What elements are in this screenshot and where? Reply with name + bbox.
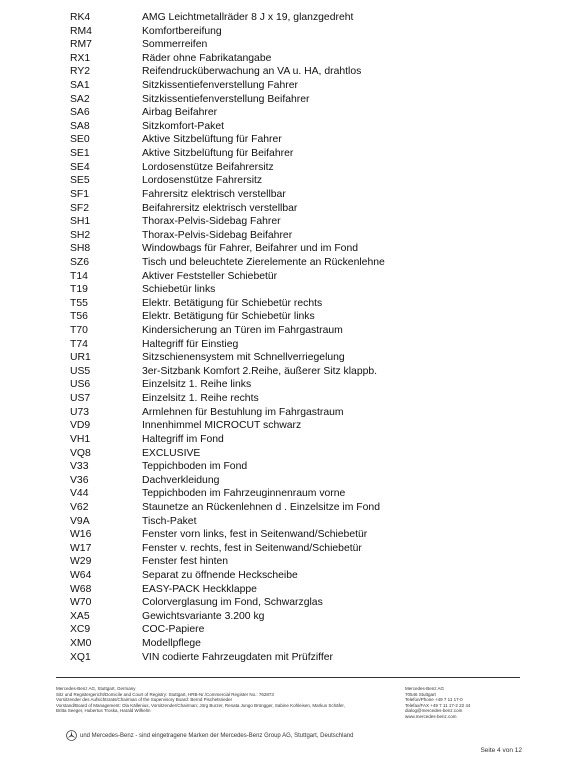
- option-code: SA8: [70, 120, 90, 132]
- option-row: [70, 215, 540, 229]
- option-description: Fenster vorn links, fest in Seitenwand/Schiebetür: [142, 529, 368, 541]
- option-description: Sitzschienensystem mit Schnellverriegelung: [142, 352, 345, 364]
- option-description: Sommerreifen: [142, 39, 208, 51]
- option-code: XQ1: [70, 651, 91, 663]
- option-description: Haltegriff im Fond: [142, 433, 224, 445]
- option-row: [70, 596, 540, 610]
- option-row: [70, 283, 540, 297]
- footer-email-link[interactable]: dialog@mercedes-benz.com: [405, 708, 463, 714]
- option-row: [70, 11, 540, 25]
- option-code: V44: [70, 488, 89, 500]
- option-description: Thorax-Pelvis-Sidebag Fahrer: [142, 216, 281, 228]
- option-row: [70, 52, 540, 66]
- option-code: SE0: [70, 134, 90, 146]
- option-code: V62: [70, 501, 89, 513]
- option-row: [70, 610, 540, 624]
- option-code: US7: [70, 393, 91, 405]
- option-description: Einzelsitz 1. Reihe rechts: [142, 393, 259, 405]
- option-code: US5: [70, 365, 91, 377]
- option-row: [70, 161, 540, 175]
- option-description: Colorverglasung im Fond, Schwarzglas: [142, 597, 323, 609]
- trademark-notice: [66, 730, 353, 741]
- option-description: Fenster v. rechts, fest in Seitenwand/Schiebetür: [142, 542, 362, 554]
- option-description: Elektr. Betätigung für Schiebetür links: [142, 311, 315, 323]
- option-row: [70, 569, 540, 583]
- option-code: RM4: [70, 25, 92, 37]
- option-row: [70, 406, 540, 420]
- option-description: Einzelsitz 1. Reihe links: [142, 379, 252, 391]
- footer-line: Britta Seeger, Hubertus Troska, Harald Wilhelm: [56, 708, 151, 714]
- option-code: SH2: [70, 229, 91, 241]
- option-row: [70, 270, 540, 284]
- option-code: SF1: [70, 188, 90, 200]
- footer-website-link[interactable]: www.mercedes-benz.com: [405, 713, 457, 719]
- option-code: SA6: [70, 107, 90, 119]
- footer-line: Sitz und Registergericht/Domicile and Court of Registry: Stuttgart, HRB-Nr./Commercial Register No.: 762873: [56, 691, 274, 697]
- footer-line: Telefax/FAX +49 7 11 17-2 22 44: [405, 702, 471, 708]
- option-description: Fahrersitz elektrisch verstellbar: [142, 188, 286, 200]
- option-description: Aktive Sitzbelüftung für Fahrer: [142, 134, 282, 146]
- footer-line: Vorstand/Board of Management: Ola Källenius, Vorsitzender/Chairman; Jörg Burzer, Renata Jungo Brüngger, Sabine Kohleisen, Markus Schäfer,: [56, 702, 345, 708]
- option-description: EASY-PACK Heckklappe: [142, 583, 257, 595]
- option-row: [70, 147, 540, 161]
- option-row: [70, 242, 540, 256]
- footer-line: Vorsitzender des Aufsichtsrats/Chairman of the Supervisory Board: Bernd Pischetsrieder: [56, 697, 233, 703]
- option-description: Schiebetür links: [142, 284, 216, 296]
- option-code: SE4: [70, 161, 90, 173]
- option-row: [70, 365, 540, 379]
- option-code: SH8: [70, 243, 91, 255]
- option-code: SE1: [70, 148, 90, 160]
- option-code: US6: [70, 379, 91, 391]
- option-description: Separat zu öffnende Heckscheibe: [142, 569, 298, 581]
- option-description: Sitzkomfort-Paket: [142, 120, 224, 132]
- option-code: V36: [70, 474, 89, 486]
- option-row: [70, 106, 540, 120]
- option-code-list: [70, 11, 540, 664]
- option-code: W17: [70, 542, 92, 554]
- option-row: [70, 120, 540, 134]
- option-row: [70, 310, 540, 324]
- option-description: Windowbags für Fahrer, Beifahrer und im Fond: [142, 243, 358, 255]
- option-description: Innenhimmel MICROCUT schwarz: [142, 420, 302, 432]
- page-number: Seite 4 von 12: [480, 747, 522, 754]
- option-code: W68: [70, 583, 92, 595]
- option-code: T70: [70, 325, 88, 337]
- footer-line: Mercedes-Benz AG, Stuttgart, Germany: [56, 686, 136, 691]
- option-row: [70, 174, 540, 188]
- option-code: T74: [70, 338, 88, 350]
- option-description: Staunetze an Rückenlehnen d . Einzelsitze im Fond: [142, 501, 380, 513]
- option-code: T14: [70, 270, 88, 282]
- option-description: Airbag Beifahrer: [142, 107, 218, 119]
- option-description: AMG Leichtmetallräder 8 J x 19, glanzgedreht: [142, 12, 354, 23]
- option-row: [70, 555, 540, 569]
- option-row: [70, 229, 540, 243]
- option-description: Teppichboden im Fond: [142, 461, 248, 473]
- option-row: [70, 515, 540, 529]
- option-description: Komfortbereifung: [142, 25, 222, 37]
- option-description: Haltegriff für Einstieg: [142, 338, 239, 350]
- option-row: [70, 338, 540, 352]
- option-row: [70, 188, 540, 202]
- option-row: [70, 528, 540, 542]
- option-row: [70, 474, 540, 488]
- option-code: SE5: [70, 175, 90, 187]
- option-row: [70, 378, 540, 392]
- option-code: XM0: [70, 638, 92, 650]
- option-description: Teppichboden im Fahrzeuginnenraum vorne: [142, 488, 346, 500]
- option-code: U73: [70, 406, 90, 418]
- option-description: Gewichtsvariante 3.200 kg: [142, 610, 265, 622]
- option-code: W29: [70, 556, 92, 568]
- option-description: Tisch-Paket: [142, 515, 197, 527]
- option-row: [70, 460, 540, 474]
- footer-line: Telefon/Phone +49 7 11 17-0: [405, 697, 463, 703]
- option-row: [70, 25, 540, 39]
- option-row: [70, 324, 540, 338]
- option-row: [70, 297, 540, 311]
- option-row: [70, 79, 540, 93]
- footer-line: Mercedes-Benz AG: [405, 686, 445, 691]
- option-code: RX1: [70, 52, 91, 64]
- option-description: Beifahrersitz elektrisch verstellbar: [142, 202, 298, 214]
- option-description: COC-Papiere: [142, 624, 205, 636]
- option-code: SA2: [70, 93, 90, 105]
- option-code: T19: [70, 284, 88, 296]
- option-code: SH1: [70, 216, 91, 228]
- option-row: [70, 623, 540, 637]
- option-code: XA5: [70, 610, 90, 622]
- option-code: W70: [70, 597, 92, 609]
- footer-line: 70546 Stuttgart: [405, 691, 436, 697]
- option-code: VH1: [70, 433, 91, 445]
- option-description: Sitzkissentiefenverstellung Fahrer: [142, 80, 298, 92]
- option-row: [70, 256, 540, 270]
- option-code: T55: [70, 297, 88, 309]
- option-row: [70, 447, 540, 461]
- option-code: VD9: [70, 420, 91, 432]
- option-description: Lordosenstütze Fahrersitz: [142, 175, 263, 187]
- option-description: Aktive Sitzbelüftung für Beifahrer: [142, 148, 294, 160]
- option-code: V33: [70, 461, 89, 473]
- option-row: [70, 487, 540, 501]
- option-description: VIN codierte Fahrzeugdaten mit Prüfziffer: [142, 651, 333, 663]
- option-description: Reifendrucküberwachung an VA u. HA, drahtlos: [142, 66, 362, 78]
- option-description: Räder ohne Fabrikatangabe: [142, 52, 272, 64]
- option-description: Modellpflege: [142, 638, 201, 650]
- trademark-text: und Mercedes-Benz - sind eingetragene Marken der Mercedes-Benz Group AG, Stuttgart, Deutschland: [80, 732, 354, 739]
- option-row: [70, 542, 540, 556]
- option-description: Sitzkissentiefenverstellung Beifahrer: [142, 93, 310, 105]
- option-row: [70, 583, 540, 597]
- option-code: VQ8: [70, 447, 91, 459]
- option-code: SZ6: [70, 256, 90, 268]
- option-code: V9A: [70, 515, 90, 527]
- option-code: SA1: [70, 80, 90, 92]
- option-row: [70, 433, 540, 447]
- option-row: [70, 419, 540, 433]
- option-row: [70, 651, 540, 665]
- option-code: RM7: [70, 39, 92, 51]
- option-description: Armlehnen für Bestuhlung im Fahrgastraum: [142, 406, 344, 418]
- option-description: Lordosenstütze Beifahrersitz: [142, 161, 274, 173]
- option-code: UR1: [70, 352, 91, 364]
- option-code: SF2: [70, 202, 90, 214]
- option-code: RK4: [70, 12, 91, 23]
- option-code: W16: [70, 529, 92, 541]
- option-row: [70, 351, 540, 365]
- option-row: [70, 392, 540, 406]
- option-row: [70, 38, 540, 52]
- option-description: 3er-Sitzbank Komfort 2.Reihe, äußerer Sitz klappb.: [142, 365, 378, 377]
- footer-company-info: [56, 686, 386, 714]
- option-description: Aktiver Feststeller Schiebetür: [142, 270, 278, 282]
- option-row: [70, 65, 540, 79]
- option-code: XC9: [70, 624, 91, 636]
- option-description: Elektr. Betätigung für Schiebetür rechts: [142, 297, 323, 309]
- option-description: Kindersicherung an Türen im Fahrgastraum: [142, 325, 343, 337]
- footer-divider: [56, 677, 520, 678]
- option-description: Fenster fest hinten: [142, 556, 229, 568]
- option-code: RY2: [70, 66, 91, 78]
- option-code: T56: [70, 311, 88, 323]
- option-row: [70, 637, 540, 651]
- option-description: Tisch und beleuchtete Zierelemente an Rückenlehne: [142, 256, 385, 268]
- option-row: [70, 93, 540, 107]
- option-description: EXCLUSIVE: [142, 447, 201, 459]
- mercedes-star-icon: [66, 730, 77, 741]
- option-row: [70, 501, 540, 515]
- option-code: W64: [70, 569, 92, 581]
- option-description: Dachverkleidung: [142, 474, 220, 486]
- option-row: [70, 133, 540, 147]
- footer-contact-info: [405, 686, 525, 720]
- option-row: [70, 202, 540, 216]
- option-description: Thorax-Pelvis-Sidebag Beifahrer: [142, 229, 293, 241]
